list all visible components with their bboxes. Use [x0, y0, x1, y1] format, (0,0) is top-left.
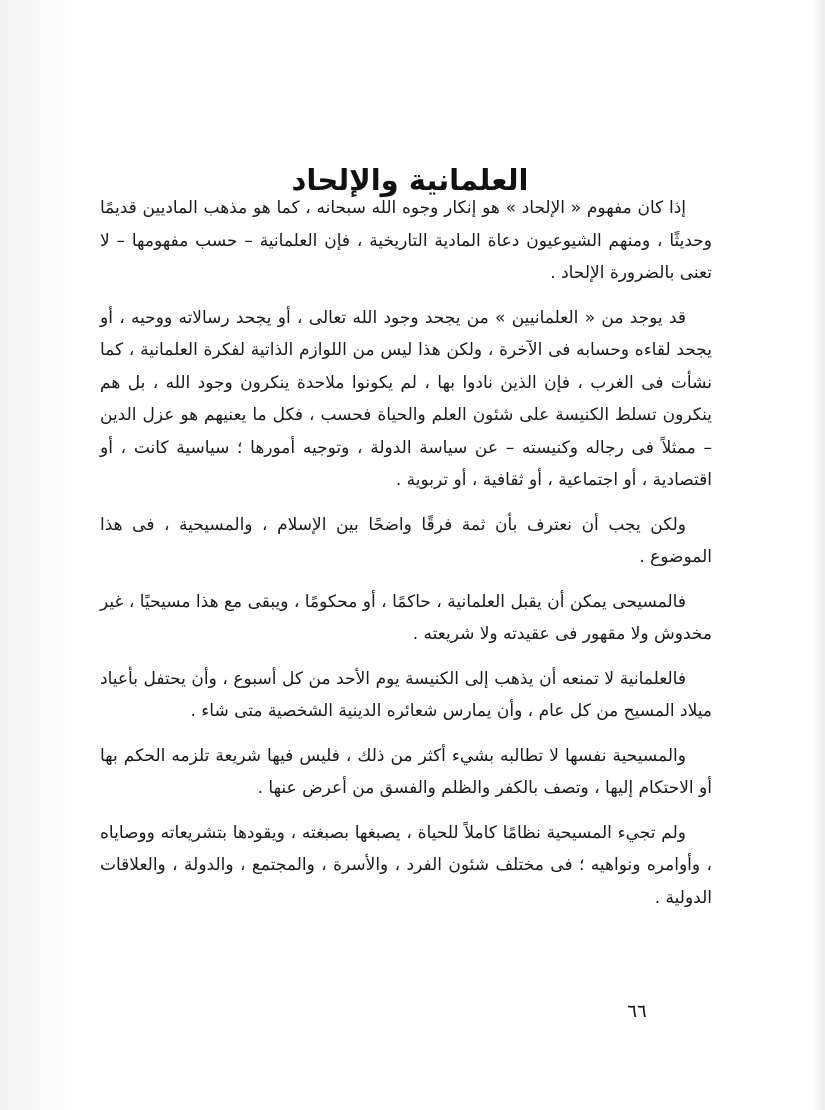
paragraph-2: قد يوجد من « العلمانيين » من يجحد وجود الله تعالى ، أو يجحد رسالاته ووحيه ، أو يجحد لقاءه وحسابه فى الآخرة ، ولكن هذا ليس من اللوازم الذاتية لفكرة العلمانية ، كما نشأت فى الغرب ، فإن الذين نادوا بها ، لم يكونوا ملاحدة ينكرون وجود الله ، بل هم ينكرون تسلط الكنيسة على شئون العلم والحياة فحسب ، فكل ما يعنيهم هو عزل الدين – ممثلاً فى رجاله وكنيسته – عن سياسة الدولة ، وتوجيه أمورها ؛ سياسية كانت ، أو اقتصادية ، أو اجتماعية ، أو ثقافية ، أو تربوية .: [100, 307, 712, 490]
paragraph-5: فالعلمانية لا تمنعه أن يذهب إلى الكنيسة يوم الأحد من كل أسبوع ، وأن يحتفل بأعياد ميلاد المسيح من كل عام ، وأن يمارس شعائره الدينية الشخصية متى شاء .: [100, 668, 712, 721]
page-gutter-shadow: [0, 0, 80, 1110]
chapter-body: [100, 192, 712, 926]
page-number: ٦٦: [627, 1001, 647, 1022]
paragraph-1: إذا كان مفهوم « الإلحاد » هو إنكار وجوه الله سبحانه ، كما هو مذهب الماديين قديمًا وحديثًا ، ومنهم الشيوعيون دعاة المادية التاريخية ، فإن العلمانية – حسب مفهومها – لا تعنى بالضرورة الإلحاد .: [100, 198, 712, 283]
paragraph-4: فالمسيحى يمكن أن يقبل العلمانية ، حاكمًا ، أو محكومًا ، ويبقى مع هذا مسيحيًا ، غير مخدوش ولا مقهور فى عقيدته ولا شريعته .: [100, 591, 712, 644]
chapter-title: العلمانية والإلحاد: [291, 163, 529, 198]
paragraph-3: ولكن يجب أن نعترف بأن ثمة فرقًا واضحًا بين الإسلام ، والمسيحية ، فى هذا الموضوع .: [100, 514, 712, 567]
paragraph-7: ولم تجيء المسيحية نظامًا كاملاً للحياة ، يصبغها بصبغته ، ويقودها بتشريعاته ووصاياه ، وأوامره ونواهيه ؛ فى مختلف شئون الفرد ، والأسرة ، والمجتمع ، والدولة ، والعلاقات الدولية .: [100, 822, 712, 908]
paragraph-6: والمسيحية نفسها لا تطالبه بشيء أكثر من ذلك ، فليس فيها شريعة تلزمه الحكم بها أو الاحتكام إليها ، وتصف بالكفر والظلم والفسق من أعرض عنها .: [100, 745, 712, 798]
page-edge-shadow: [811, 0, 825, 1110]
